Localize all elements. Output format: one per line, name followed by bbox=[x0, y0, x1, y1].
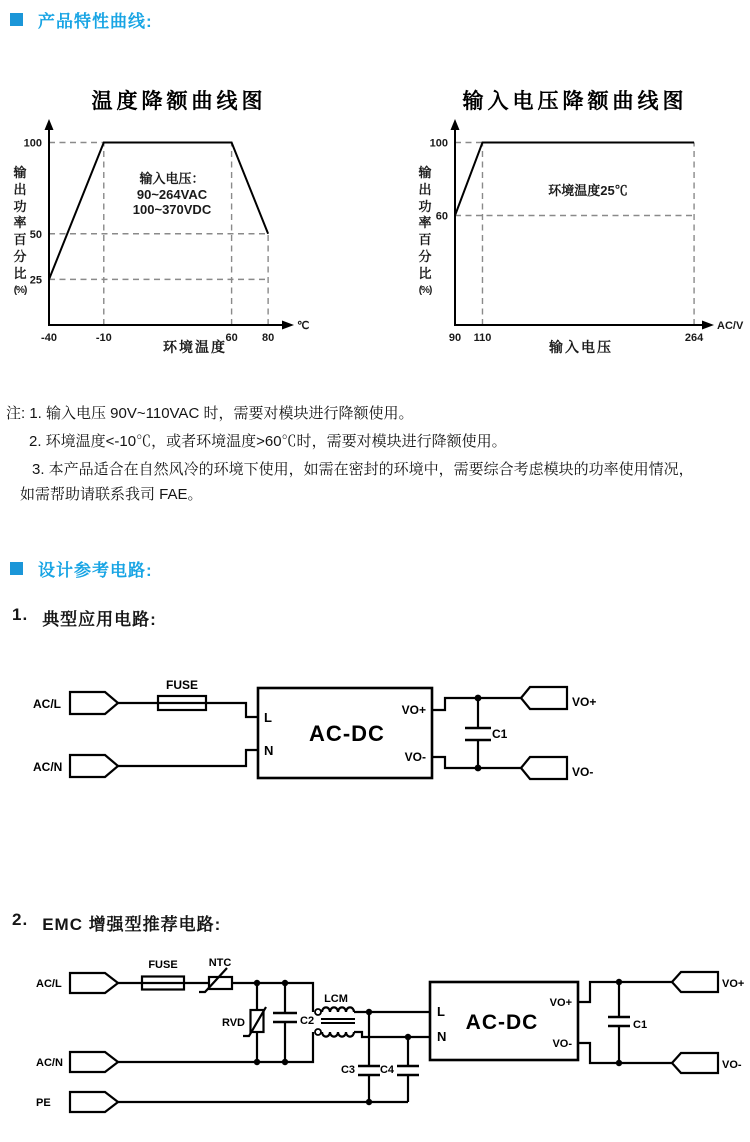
y-axis-arrow bbox=[45, 119, 54, 130]
x-tick-label: -40 bbox=[41, 332, 57, 344]
y-axis-arrow bbox=[451, 119, 460, 130]
note-line-3: 3. 本产品适合在自然风冷的环境下使用，如需在密封的环境中，需要综合考虑模块的功率使用情况， bbox=[32, 461, 694, 478]
acn-connector-symbol bbox=[70, 755, 118, 777]
y-axis-label-char: 百 bbox=[13, 232, 27, 248]
acn-label: AC/N bbox=[36, 1057, 63, 1069]
y-axis-unit: (%) bbox=[418, 284, 432, 296]
y-axis-label-char: 功 bbox=[13, 198, 27, 214]
section-title: 设计参考电路: bbox=[38, 561, 153, 580]
note-line-2: 2. 环境温度<-10℃，或者环境温度>60℃时，需要对模块进行降额使用。 bbox=[29, 433, 507, 450]
x-axis-label: 输入电压 bbox=[549, 339, 613, 355]
section-bullet-icon bbox=[10, 562, 23, 575]
chart-plot-area bbox=[0, 75, 375, 380]
pe-connector-symbol bbox=[70, 1092, 118, 1112]
y-tick-label: 25 bbox=[29, 274, 42, 287]
chart-annotation bbox=[133, 171, 211, 218]
y-tick-label: 100 bbox=[429, 137, 448, 150]
x-axis-arrow bbox=[282, 321, 294, 330]
vo-minus-connector-symbol bbox=[521, 757, 567, 779]
x-tick-label: 80 bbox=[261, 332, 275, 344]
section-title: 产品特性曲线: bbox=[38, 12, 153, 31]
vo-minus-pin-label: VO- bbox=[552, 1038, 572, 1050]
lcm-phase-dot bbox=[315, 1029, 321, 1035]
y-axis-unit: (%) bbox=[13, 284, 27, 296]
junction-dot bbox=[616, 1060, 622, 1066]
y-axis-label-char: 输 bbox=[418, 165, 432, 180]
pin-n-label: N bbox=[437, 1029, 447, 1044]
rvd-label: RVD bbox=[221, 1017, 245, 1029]
chart-annotation-line: 90~264VAC bbox=[136, 186, 208, 202]
pin-l-label: L bbox=[437, 1004, 445, 1019]
y-axis-label-char: 率 bbox=[13, 215, 27, 231]
pe-label: PE bbox=[36, 1097, 51, 1109]
subsection-emc-circuit-heading bbox=[12, 910, 221, 935]
junction-dot bbox=[616, 979, 622, 985]
x-tick-label: 60 bbox=[225, 332, 238, 344]
chart-title: 温度降额曲线图 bbox=[91, 90, 267, 113]
acdc-module-label: AC-DC bbox=[309, 721, 385, 746]
input-voltage-derating-chart bbox=[375, 75, 750, 380]
y-axis-label-char: 输 bbox=[13, 165, 27, 180]
acl-label: AC/L bbox=[36, 978, 62, 990]
acl-connector-symbol bbox=[70, 973, 118, 993]
emc-enhanced-circuit-diagram bbox=[0, 950, 750, 1142]
junction-dot bbox=[282, 1059, 288, 1065]
subsection-title: 典型应用电路: bbox=[42, 610, 157, 629]
y-tick-label: 60 bbox=[435, 210, 448, 223]
c4-label: C4 bbox=[379, 1064, 394, 1076]
lcm-bottom-winding bbox=[322, 1032, 354, 1037]
vo-plus-out-label: VO+ bbox=[722, 978, 745, 990]
chart-plot-area bbox=[375, 75, 750, 380]
wire-n bbox=[118, 750, 258, 766]
acn-label: AC/N bbox=[33, 760, 63, 774]
y-axis-label-char: 出 bbox=[418, 181, 432, 197]
x-tick-label: 264 bbox=[684, 332, 704, 344]
acdc-module-label: AC-DC bbox=[465, 1011, 539, 1034]
section-reference-circuits-heading bbox=[10, 556, 153, 581]
note-line-1: 注: 1. 输入电压 90V~110VAC 时，需要对模块进行降额使用。 bbox=[6, 405, 414, 422]
x-tick-label: -10 bbox=[95, 332, 112, 344]
lcm-label: LCM bbox=[324, 993, 348, 1005]
wire-l bbox=[206, 703, 258, 717]
y-axis-label-char: 功 bbox=[418, 198, 432, 214]
vo-plus-connector-symbol bbox=[521, 687, 567, 709]
vo-plus-pin-label: VO+ bbox=[401, 703, 426, 717]
acl-label: AC/L bbox=[33, 697, 61, 711]
fuse-label: FUSE bbox=[165, 678, 199, 692]
subsection-typical-circuit-heading bbox=[12, 605, 157, 630]
ntc-label: NTC bbox=[208, 957, 232, 969]
x-axis-unit-label: ℃ bbox=[297, 320, 310, 332]
x-axis-arrow bbox=[702, 321, 714, 330]
c2-label: C2 bbox=[300, 1015, 315, 1027]
wire-l-rail bbox=[232, 983, 313, 1012]
junction-dot bbox=[475, 695, 482, 702]
c1-label: C1 bbox=[633, 1019, 648, 1031]
wire-n-rail bbox=[118, 1032, 313, 1062]
derating-curve bbox=[455, 143, 694, 216]
vo-plus-out-label: VO+ bbox=[572, 695, 597, 709]
x-axis-unit-label: AC/V bbox=[717, 320, 744, 332]
vo-minus-pin-label: VO- bbox=[404, 750, 426, 764]
vo-minus-connector-symbol bbox=[672, 1053, 718, 1073]
junction-dot bbox=[475, 765, 482, 772]
temperature-derating-chart bbox=[0, 75, 375, 380]
vo-plus-pin-label: VO+ bbox=[549, 997, 572, 1009]
wire-vo-plus bbox=[578, 982, 672, 1002]
junction-dot bbox=[254, 1059, 260, 1065]
vo-plus-connector-symbol bbox=[672, 972, 718, 992]
y-axis-label-char: 百 bbox=[418, 232, 432, 248]
x-axis-label: 环境温度 bbox=[163, 339, 227, 355]
chart-title: 输入电压降额曲线图 bbox=[462, 90, 688, 113]
y-tick-label: 50 bbox=[29, 228, 42, 241]
x-tick-label: 90 bbox=[448, 332, 462, 344]
y-axis-label-char: 出 bbox=[13, 181, 27, 197]
subsection-number: 1. bbox=[12, 605, 29, 624]
vo-minus-out-label: VO- bbox=[722, 1059, 742, 1071]
c1-label: C1 bbox=[492, 727, 508, 741]
junction-dot bbox=[366, 1099, 372, 1105]
x-tick-label: 110 bbox=[473, 332, 492, 344]
chart-annotation bbox=[548, 183, 627, 199]
fuse-label: FUSE bbox=[148, 959, 178, 971]
y-tick-label: 100 bbox=[23, 137, 42, 150]
section-bullet-icon bbox=[10, 13, 23, 26]
lcm-top-winding bbox=[322, 1007, 354, 1012]
vo-minus-out-label: VO- bbox=[572, 765, 594, 779]
chart-annotation-line: 环境温度25℃ bbox=[548, 183, 628, 198]
section-product-curves-heading bbox=[10, 7, 153, 32]
note-line-4: 如需帮助请联系我司 FAE。 bbox=[20, 486, 203, 503]
y-axis-label-char: 比 bbox=[418, 265, 432, 281]
wire-vo-minus bbox=[578, 1043, 672, 1063]
acl-connector-symbol bbox=[70, 692, 118, 714]
subsection-title: EMC 增强型推荐电路: bbox=[42, 915, 222, 934]
chart-annotation-line: 输入电压： bbox=[139, 171, 205, 186]
lcm-phase-dot bbox=[315, 1009, 321, 1015]
y-axis-label-char: 率 bbox=[418, 215, 432, 231]
pin-n-label: N bbox=[264, 743, 274, 758]
y-axis-label-char: 分 bbox=[13, 248, 27, 264]
typical-application-circuit-diagram bbox=[0, 660, 750, 810]
c3-label: C3 bbox=[340, 1064, 355, 1076]
y-axis-label-char: 分 bbox=[418, 248, 432, 264]
acn-connector-symbol bbox=[70, 1052, 118, 1072]
wire-n bbox=[354, 1032, 430, 1037]
pin-l-label: L bbox=[264, 710, 272, 725]
y-axis-label-char: 比 bbox=[13, 265, 27, 281]
chart-annotation-line: 100~370VDC bbox=[132, 202, 212, 217]
subsection-number: 2. bbox=[12, 910, 29, 929]
